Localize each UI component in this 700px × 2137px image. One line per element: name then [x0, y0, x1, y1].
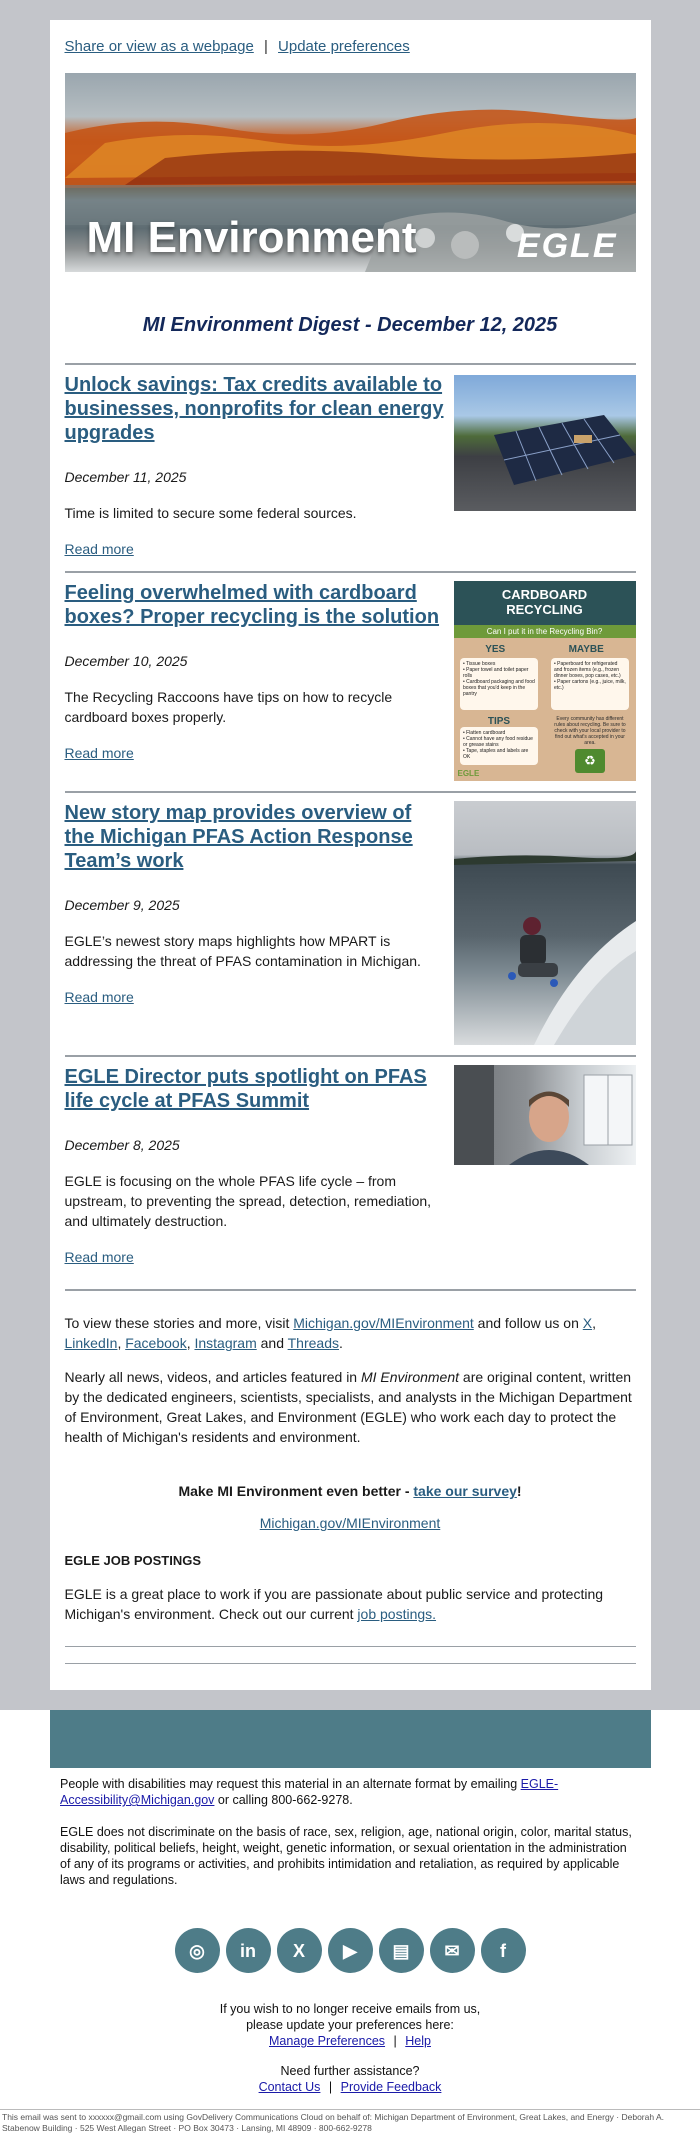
story-item — [65, 573, 636, 791]
hero-banner — [65, 73, 636, 272]
govdelivery-footer: This email was sent to xxxxxx@gmail.com using GovDelivery Communications Cloud on behalf of: Michigan Department of Environment, Great Lakes, and Energy · Deborah A. Stabenow Building · 525 West Allegan Street · PO Box 30473 · Lansing, MI 48909 · 800-662-9278 — [0, 2109, 700, 2136]
story-description: EGLE’s newest story maps highlights how MPART is addressing the threat of PFAS contamination in Michigan. — [64, 933, 421, 969]
linkedin-icon[interactable]: in — [226, 1928, 271, 1973]
update-preferences-link[interactable]: Update preferences — [278, 38, 410, 55]
and-text: and — [256, 1335, 288, 1351]
job-postings-link[interactable]: job postings. — [357, 1606, 437, 1622]
facebook-icon[interactable]: f — [481, 1928, 526, 1973]
infographic-title: CARDBOARD — [501, 587, 588, 602]
solar-panels-image[interactable] — [454, 375, 636, 511]
infographic-tips-label: TIPS — [487, 716, 511, 727]
unsubscribe-block — [60, 2001, 640, 2095]
mienvironment-link[interactable]: Michigan.gov/MIEnvironment — [293, 1315, 474, 1331]
story-description: Time is limited to secure some federal sources. — [64, 505, 357, 521]
infographic-yes-list: • Tissue boxes • Paper towel and toilet paper rolls • Cardboard packaging and food boxes that you'd keep in the pantry — [460, 658, 538, 710]
comma: , — [186, 1335, 195, 1351]
pipe-separator: | — [393, 2034, 397, 2048]
unsub-line2: please update your preferences here: — [246, 2018, 454, 2032]
accessibility-email-link[interactable]: EGLE-Accessibility@Michigan.gov — [60, 1777, 559, 1807]
x-link[interactable]: X — [582, 1315, 593, 1331]
unsub-line1: If you wish to no longer receive emails from us, — [219, 2002, 481, 2016]
comma: , — [592, 1315, 596, 1331]
read-more-link[interactable]: Read more — [64, 541, 134, 557]
comma: , — [117, 1335, 126, 1351]
about-publication-name: MI Environment — [360, 1369, 460, 1385]
story-description: EGLE is focusing on the whole PFAS life cycle – from upstream, to preventing the spread, detection, remediation, and ultimately destruction. — [64, 1173, 432, 1229]
accessibility-notice — [60, 1776, 640, 1808]
follow-mid: and follow us on — [473, 1315, 583, 1331]
infographic-brand: EGLE — [457, 769, 480, 778]
infographic-tips-list: • Flatten cardboard • Cannot have any food residue or grease stains • Tape, staples and labels are OK — [460, 727, 538, 765]
story-description: The Recycling Raccoons have tips on how to recycle cardboard boxes properly. — [64, 689, 393, 725]
survey-prefix: Make MI Environment even better - — [178, 1483, 414, 1499]
egle-logo: EGLE — [516, 227, 618, 265]
story-title-link[interactable]: Unlock savings: Tax credits available to businesses, nonprofits for clean energy upgrades — [64, 374, 444, 444]
story-title-link[interactable]: Feeling overwhelmed with cardboard boxes? Proper recycling is the solution — [64, 582, 440, 628]
about-text — [65, 1367, 636, 1447]
follow-us-text — [65, 1313, 636, 1353]
threads-link[interactable]: Threads — [287, 1335, 339, 1351]
story-item — [65, 1057, 636, 1289]
survey-line — [65, 1483, 636, 1499]
need-help-text: Need further assistance? — [280, 2064, 420, 2078]
story-date: December 8, 2025 — [64, 1137, 180, 1153]
divider — [65, 1663, 636, 1664]
lake-shore-sampling-image[interactable] — [454, 801, 636, 1045]
story-item — [65, 365, 636, 571]
top-link-separator: | — [263, 38, 268, 55]
youtube-icon[interactable]: ▶ — [328, 1928, 373, 1973]
about-part1: Nearly all news, videos, and articles featured in — [64, 1369, 361, 1385]
footer-banner — [50, 1710, 651, 1768]
story-title-link[interactable]: New story map provides overview of the Michigan PFAS Action Response Team’s work — [64, 802, 413, 872]
story-item — [65, 793, 636, 1055]
hero-title: MI Environment — [86, 213, 417, 262]
provide-feedback-link[interactable]: Provide Feedback — [340, 2080, 442, 2094]
email-icon[interactable]: ✉ — [430, 1928, 475, 1973]
help-link[interactable]: Help — [405, 2034, 431, 2048]
news-icon[interactable]: ▤ — [379, 1928, 424, 1973]
job-text: EGLE is a great place to work if you are passionate about public service and protecting Michigan's environment. Check out our current — [64, 1586, 604, 1622]
mienvironment-site-link[interactable]: Michigan.gov/MIEnvironment — [259, 1515, 441, 1531]
read-more-link[interactable]: Read more — [64, 1249, 134, 1265]
contact-us-link[interactable]: Contact Us — [258, 2080, 321, 2094]
job-postings-text — [65, 1584, 636, 1624]
social-icons — [60, 1928, 640, 1973]
instagram-icon[interactable]: ◎ — [175, 1928, 220, 1973]
read-more-link[interactable]: Read more — [64, 745, 134, 761]
director-video-image[interactable] — [454, 1065, 636, 1165]
facebook-link[interactable]: Facebook — [125, 1335, 187, 1351]
infographic-yes-label: YES — [485, 644, 506, 655]
recycle-bin-icon: ♻ — [575, 749, 605, 773]
period: . — [338, 1335, 343, 1351]
pipe-separator: | — [328, 2080, 333, 2094]
story-title-link[interactable]: EGLE Director puts spotlight on PFAS life cycle at PFAS Summit — [64, 1066, 427, 1112]
survey-link[interactable]: take our survey — [413, 1483, 517, 1499]
about-part2: are original content, written by the dedicated engineers, scientists, specialists, and analysts in the Michigan Department of Environment, Great Lakes, and Environment (EGLE) who work each day to protect the health of Michigan's residents and environment. — [64, 1369, 632, 1445]
manage-preferences-link[interactable]: Manage Preferences — [269, 2034, 386, 2048]
infographic-subtitle: RECYCLING — [506, 602, 583, 617]
linkedin-link[interactable]: LinkedIn — [64, 1335, 118, 1351]
instagram-link[interactable]: Instagram — [194, 1335, 257, 1351]
top-links — [65, 38, 636, 55]
email-card — [50, 20, 651, 1690]
infographic-maybe-list: • Paperboard for refrigerated and frozen items (e.g., frozen dinner boxes, pop cases, etc.) • Paper cartons (e.g., juice, milk, etc.) — [551, 658, 629, 710]
infographic-note: Every community has different rules about recycling. Be sure to check with your local provider to find out what's accepted in your area. — [554, 716, 626, 746]
survey-suffix: ! — [516, 1483, 522, 1499]
follow-prefix: To view these stories and more, visit — [64, 1315, 294, 1331]
share-webpage-link[interactable]: Share or view as a webpage — [64, 38, 254, 55]
site-link-line — [65, 1515, 636, 1531]
footer — [60, 1776, 640, 2095]
story-date: December 10, 2025 — [64, 653, 188, 669]
story-date: December 11, 2025 — [64, 469, 187, 485]
job-postings-heading: EGLE JOB POSTINGS — [64, 1553, 202, 1568]
read-more-link[interactable]: Read more — [64, 989, 134, 1005]
recycling-infographic-image[interactable] — [454, 581, 636, 781]
digest-title: MI Environment Digest - December 12, 2025 — [142, 314, 558, 336]
divider — [65, 1289, 636, 1291]
x-icon[interactable]: X — [277, 1928, 322, 1973]
divider — [65, 1646, 636, 1647]
infographic-maybe-label: MAYBE — [568, 644, 604, 655]
access-suffix: or calling 800-662-9278. — [214, 1793, 353, 1807]
nondiscrimination-notice: EGLE does not discriminate on the basis of race, sex, religion, age, national origin, color, marital status, disability, political beliefs, height, weight, genetic information, or sexual orientation in the administration of any of its programs or activities, and prohibits intimidation and retaliation, as required by applicable laws and regulations. — [60, 1825, 632, 1887]
access-text: People with disabilities may request this material in an alternate format by emailing — [60, 1777, 521, 1791]
story-date: December 9, 2025 — [64, 897, 180, 913]
infographic-question: Can I put it in the Recycling Bin? — [454, 625, 636, 638]
